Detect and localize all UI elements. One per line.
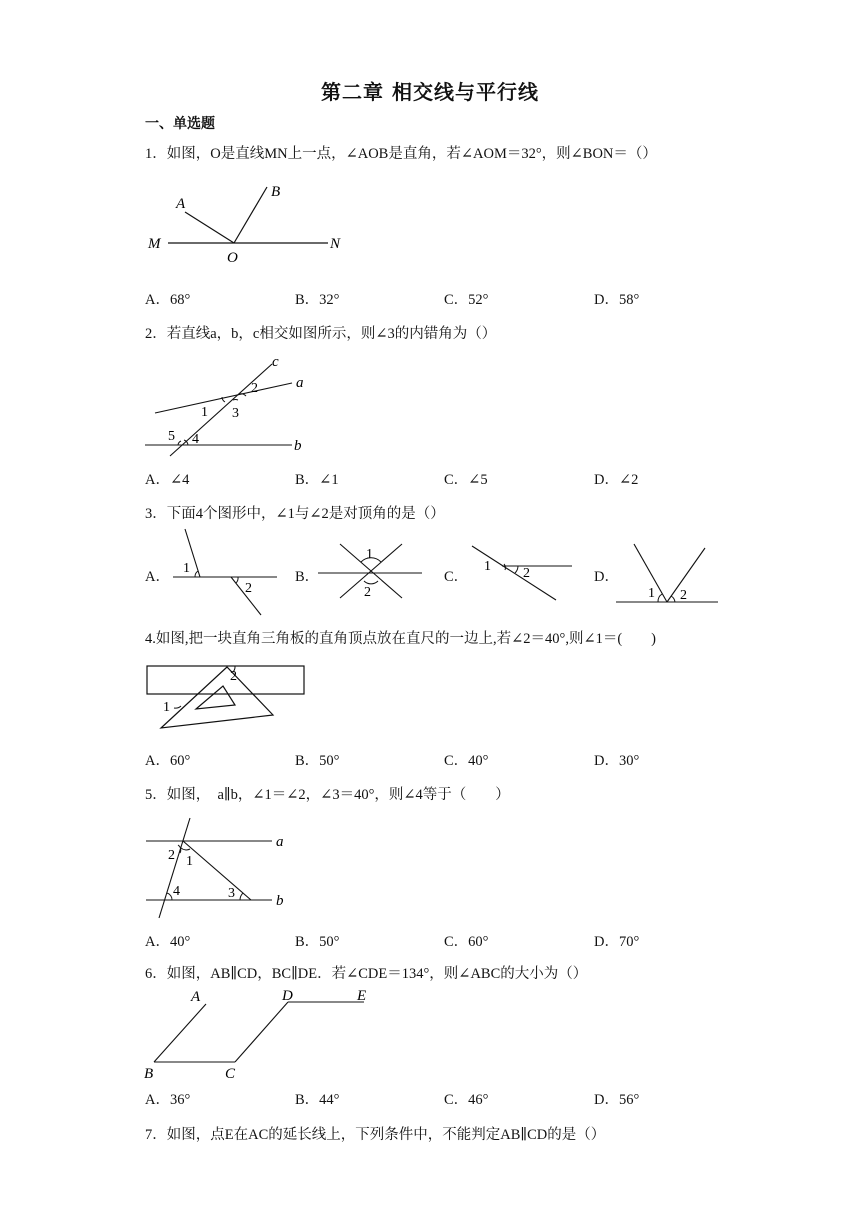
q3b-label-1: 1 bbox=[366, 547, 373, 562]
q1-label-o: O bbox=[227, 250, 238, 266]
q2-label-b: b bbox=[294, 438, 302, 454]
q3-figure-c bbox=[464, 538, 576, 604]
page-title: 第二章 相交线与平行线 bbox=[321, 80, 539, 104]
q2-option-c[interactable]: C．∠5 bbox=[444, 472, 488, 488]
q5-label-a: a bbox=[276, 834, 284, 850]
q2-label-2: 2 bbox=[251, 381, 258, 396]
question-1-figure bbox=[140, 176, 360, 268]
q5-label-4: 4 bbox=[173, 884, 180, 899]
q1-label-n: N bbox=[330, 236, 341, 252]
q1-option-b[interactable]: B．32° bbox=[295, 292, 340, 308]
q3d-label-2: 2 bbox=[680, 588, 687, 603]
section-heading: 一、单选题 bbox=[145, 116, 215, 132]
q1-option-d[interactable]: D．58° bbox=[594, 292, 640, 308]
q4-option-d[interactable]: D．30° bbox=[594, 753, 640, 769]
q3-figure-b bbox=[312, 538, 424, 600]
q6-option-d[interactable]: D．56° bbox=[594, 1092, 640, 1108]
q6-label-e: E bbox=[357, 988, 367, 1004]
question-4-figure bbox=[140, 658, 315, 734]
q6-option-c[interactable]: C．46° bbox=[444, 1092, 489, 1108]
q6-option-b[interactable]: B．44° bbox=[295, 1092, 340, 1108]
q1-label-b: B bbox=[271, 184, 281, 200]
q1-label-a: A bbox=[176, 196, 186, 212]
q4-label-2: 2 bbox=[230, 669, 237, 684]
q3-option-c[interactable]: C． bbox=[444, 569, 469, 585]
question-2-stem: 2．若直线a，b，c相交如图所示，则∠3的内错角为（） bbox=[145, 326, 497, 342]
q6-label-d: D bbox=[282, 988, 293, 1004]
q3-option-a[interactable]: A． bbox=[145, 569, 170, 585]
question-1-stem: 1．如图，O是直线MN上一点，∠AOB是直角，若∠AOM＝32°，则∠BON＝（） bbox=[145, 146, 657, 162]
q1-option-a[interactable]: A．68° bbox=[145, 292, 191, 308]
q2-label-1: 1 bbox=[201, 405, 208, 420]
q2-option-b[interactable]: B．∠1 bbox=[295, 472, 339, 488]
q3-option-b[interactable]: B． bbox=[295, 569, 320, 585]
q1-label-m: M bbox=[148, 236, 161, 252]
q2-option-d[interactable]: D．∠2 bbox=[594, 472, 639, 488]
q5-label-1: 1 bbox=[186, 854, 193, 869]
q4-option-c[interactable]: C．40° bbox=[444, 753, 489, 769]
q3c-label-1: 1 bbox=[484, 559, 491, 574]
q3a-label-1: 1 bbox=[183, 561, 190, 576]
q6-label-a: A bbox=[191, 989, 201, 1005]
question-7-stem: 7．如图，点E在AC的延长线上，下列条件中，不能判定AB∥CD的是（） bbox=[145, 1127, 606, 1143]
q3d-label-1: 1 bbox=[648, 586, 655, 601]
q4-option-b[interactable]: B．50° bbox=[295, 753, 340, 769]
q3b-label-2: 2 bbox=[364, 585, 371, 600]
q5-option-a[interactable]: A．40° bbox=[145, 934, 191, 950]
question-3-stem: 3．下面4个图形中，∠1与∠2是对顶角的是（） bbox=[145, 506, 445, 522]
question-2-figure bbox=[140, 352, 320, 458]
q6-option-a[interactable]: A．36° bbox=[145, 1092, 191, 1108]
q2-label-3: 3 bbox=[232, 406, 239, 421]
q3-figure-d bbox=[612, 540, 722, 606]
q2-label-5: 5 bbox=[168, 429, 175, 444]
q4-option-a[interactable]: A．60° bbox=[145, 753, 191, 769]
q3a-label-2: 2 bbox=[245, 581, 252, 596]
q5-label-b: b bbox=[276, 893, 284, 909]
q4-label-1: 1 bbox=[163, 700, 170, 715]
q2-label-a: a bbox=[296, 375, 304, 391]
q5-label-3: 3 bbox=[228, 886, 235, 901]
q3-option-d[interactable]: D． bbox=[594, 569, 619, 585]
question-5-stem: 5．如图， a∥b，∠1＝∠2，∠3＝40°，则∠4等于（ ） bbox=[145, 787, 510, 803]
q6-label-c: C bbox=[225, 1066, 236, 1082]
q5-option-d[interactable]: D．70° bbox=[594, 934, 640, 950]
q2-label-c: c bbox=[272, 354, 279, 370]
question-6-figure bbox=[140, 985, 380, 1081]
question-4-stem: 4.如图,把一块直角三角板的直角顶点放在直尺的一边上,若∠2＝40°,则∠1＝( ) bbox=[145, 631, 657, 647]
q2-label-4: 4 bbox=[192, 432, 199, 447]
q3-figure-a bbox=[165, 528, 280, 620]
q3c-label-2: 2 bbox=[523, 566, 530, 581]
question-6-stem: 6．如图，AB∥CD，BC∥DE．若∠CDE＝134°，则∠ABC的大小为（） bbox=[145, 966, 588, 982]
q5-option-c[interactable]: C．60° bbox=[444, 934, 489, 950]
q2-option-a[interactable]: A．∠4 bbox=[145, 472, 190, 488]
q6-label-b: B bbox=[144, 1066, 154, 1082]
q1-option-c[interactable]: C．52° bbox=[444, 292, 489, 308]
question-5-figure bbox=[140, 815, 300, 921]
q5-label-2: 2 bbox=[168, 848, 175, 863]
q5-option-b[interactable]: B．50° bbox=[295, 934, 340, 950]
